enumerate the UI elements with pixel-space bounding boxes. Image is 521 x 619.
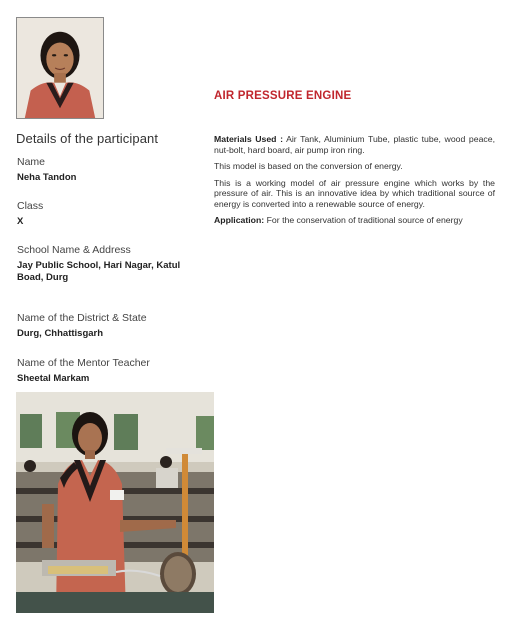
materials-text: Air Tank, Aluminium Tube, plastic tube, wood peace, nut-bolt, hard board, air pump iron ring. <box>214 134 495 155</box>
description-paragraph-1: This model is based on the conversion of energy. <box>214 161 403 171</box>
application-text: For the conservation of traditional source of energy <box>266 215 463 225</box>
materials-paragraph <box>214 134 495 155</box>
participant-with-model-photo <box>16 392 214 613</box>
participant-name-field <box>17 156 202 184</box>
participant-portrait-photo <box>16 17 104 119</box>
application-label: Application: <box>214 215 265 225</box>
mentor-teacher-field <box>17 357 202 385</box>
project-title: AIR PRESSURE ENGINE <box>214 90 352 102</box>
mentor-teacher-value: Sheetal Markam <box>17 373 90 384</box>
participant-name-value: Neha Tandon <box>17 172 77 183</box>
school-address-label: School Name & Address <box>17 244 131 256</box>
project-description <box>214 134 495 232</box>
materials-label: Materials Used : <box>214 134 283 144</box>
district-state-field <box>17 312 202 340</box>
district-state-value: Durg, Chhattisgarh <box>17 328 104 339</box>
school-address-value: Jay Public School, Hari Nagar, Katul Boad, Durg <box>17 260 181 283</box>
participant-class-value: X <box>17 216 24 227</box>
district-state-label: Name of the District & State <box>17 312 147 324</box>
school-address-field <box>17 244 202 284</box>
participant-class-label: Class <box>17 200 44 212</box>
participant-class-field <box>17 200 202 228</box>
participant-name-label: Name <box>17 156 46 168</box>
mentor-teacher-label: Name of the Mentor Teacher <box>17 357 150 369</box>
application-paragraph <box>214 215 495 226</box>
description-paragraph-2: This is a working model of air pressure engine which works by the pressure of air. This is an innovative idea by which traditional source of energy is converted into a renewable source of energy. <box>214 177 495 209</box>
participant-details-heading: Details of the participant <box>16 131 159 146</box>
